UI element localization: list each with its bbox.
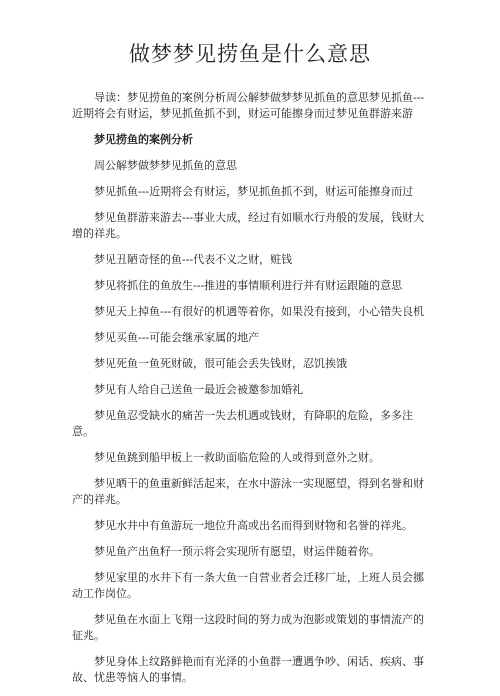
paragraph: 梦见鱼跳到船甲板上一救助面临危险的人或得到意外之财。: [94, 451, 380, 464]
paragraph: 梦见家里的水井下有一条大鱼一自营业者会迁移厂址，上班人员会挪动工作岗位。: [72, 571, 424, 600]
paragraph: 梦见丑陋奇怪的鱼---代表不义之财，赃钱: [94, 253, 293, 266]
paragraph: 梦见买鱼---可能会继承家属的地产: [94, 331, 260, 344]
paragraph: 梦见鱼产出鱼籽一预示将会实现所有愿望，财运伴随着你。: [94, 545, 380, 558]
paragraph: 周公解梦做梦梦见抓鱼的意思: [94, 159, 237, 172]
paragraph: 梦见晒干的鱼重新鲜活起来，在水中游泳一实现愿望，得到名誉和财产的祥兆。: [72, 477, 424, 506]
paragraph: 梦见天上掉鱼---有很好的机遇等着你，如果没有接到，小心错失良机: [94, 305, 425, 318]
paragraph-list: [72, 158, 430, 686]
paragraph: 梦见身体上纹路鲜艳而有光泽的小鱼群一遭遇争吵、闲话、疾病、事故、忧患等恼人的事情。: [72, 655, 424, 684]
paragraph: 梦见鱼群游来游去---事业大成，经过有如顺水行舟般的发展，钱财大增的祥兆。: [72, 211, 425, 240]
paragraph: 梦见抓鱼---近期将会有财运，梦见抓鱼抓不到，财运可能擦身而过: [94, 185, 414, 198]
intro-paragraph: 导读：梦见捞鱼的案例分析周公解梦做梦梦见抓鱼的意思梦见抓鱼---近期将会有财运，梦见抓鱼抓不到，财运可能擦身而过梦见鱼群游来游: [72, 91, 425, 120]
paragraph: 梦见将抓住的鱼放生---推进的事情顺利进行并有财运跟随的意思: [94, 279, 403, 292]
article-body: [72, 90, 430, 696]
paragraph: 梦见死鱼一鱼死财破，很可能会丢失钱财，忍饥挨饿: [94, 357, 347, 370]
paragraph: 梦见有人给自己送鱼一最近会被邀参加婚礼: [94, 383, 303, 396]
paragraph: 梦见水井中有鱼游玩一地位升高或出名而得到财物和名誉的祥兆。: [94, 519, 413, 532]
page-title: 做梦梦见捞鱼是什么意思: [129, 42, 371, 66]
paragraph: 梦见鱼忍受缺水的痛苦一失去机遇或钱财，有降职的危险，多多注意。: [72, 409, 413, 438]
paragraph: 梦见鱼在水面上飞翔一这段时间的努力成为泡影或策划的事情流产的征兆。: [72, 613, 424, 642]
section-heading: 梦见捞鱼的案例分析: [94, 133, 193, 146]
